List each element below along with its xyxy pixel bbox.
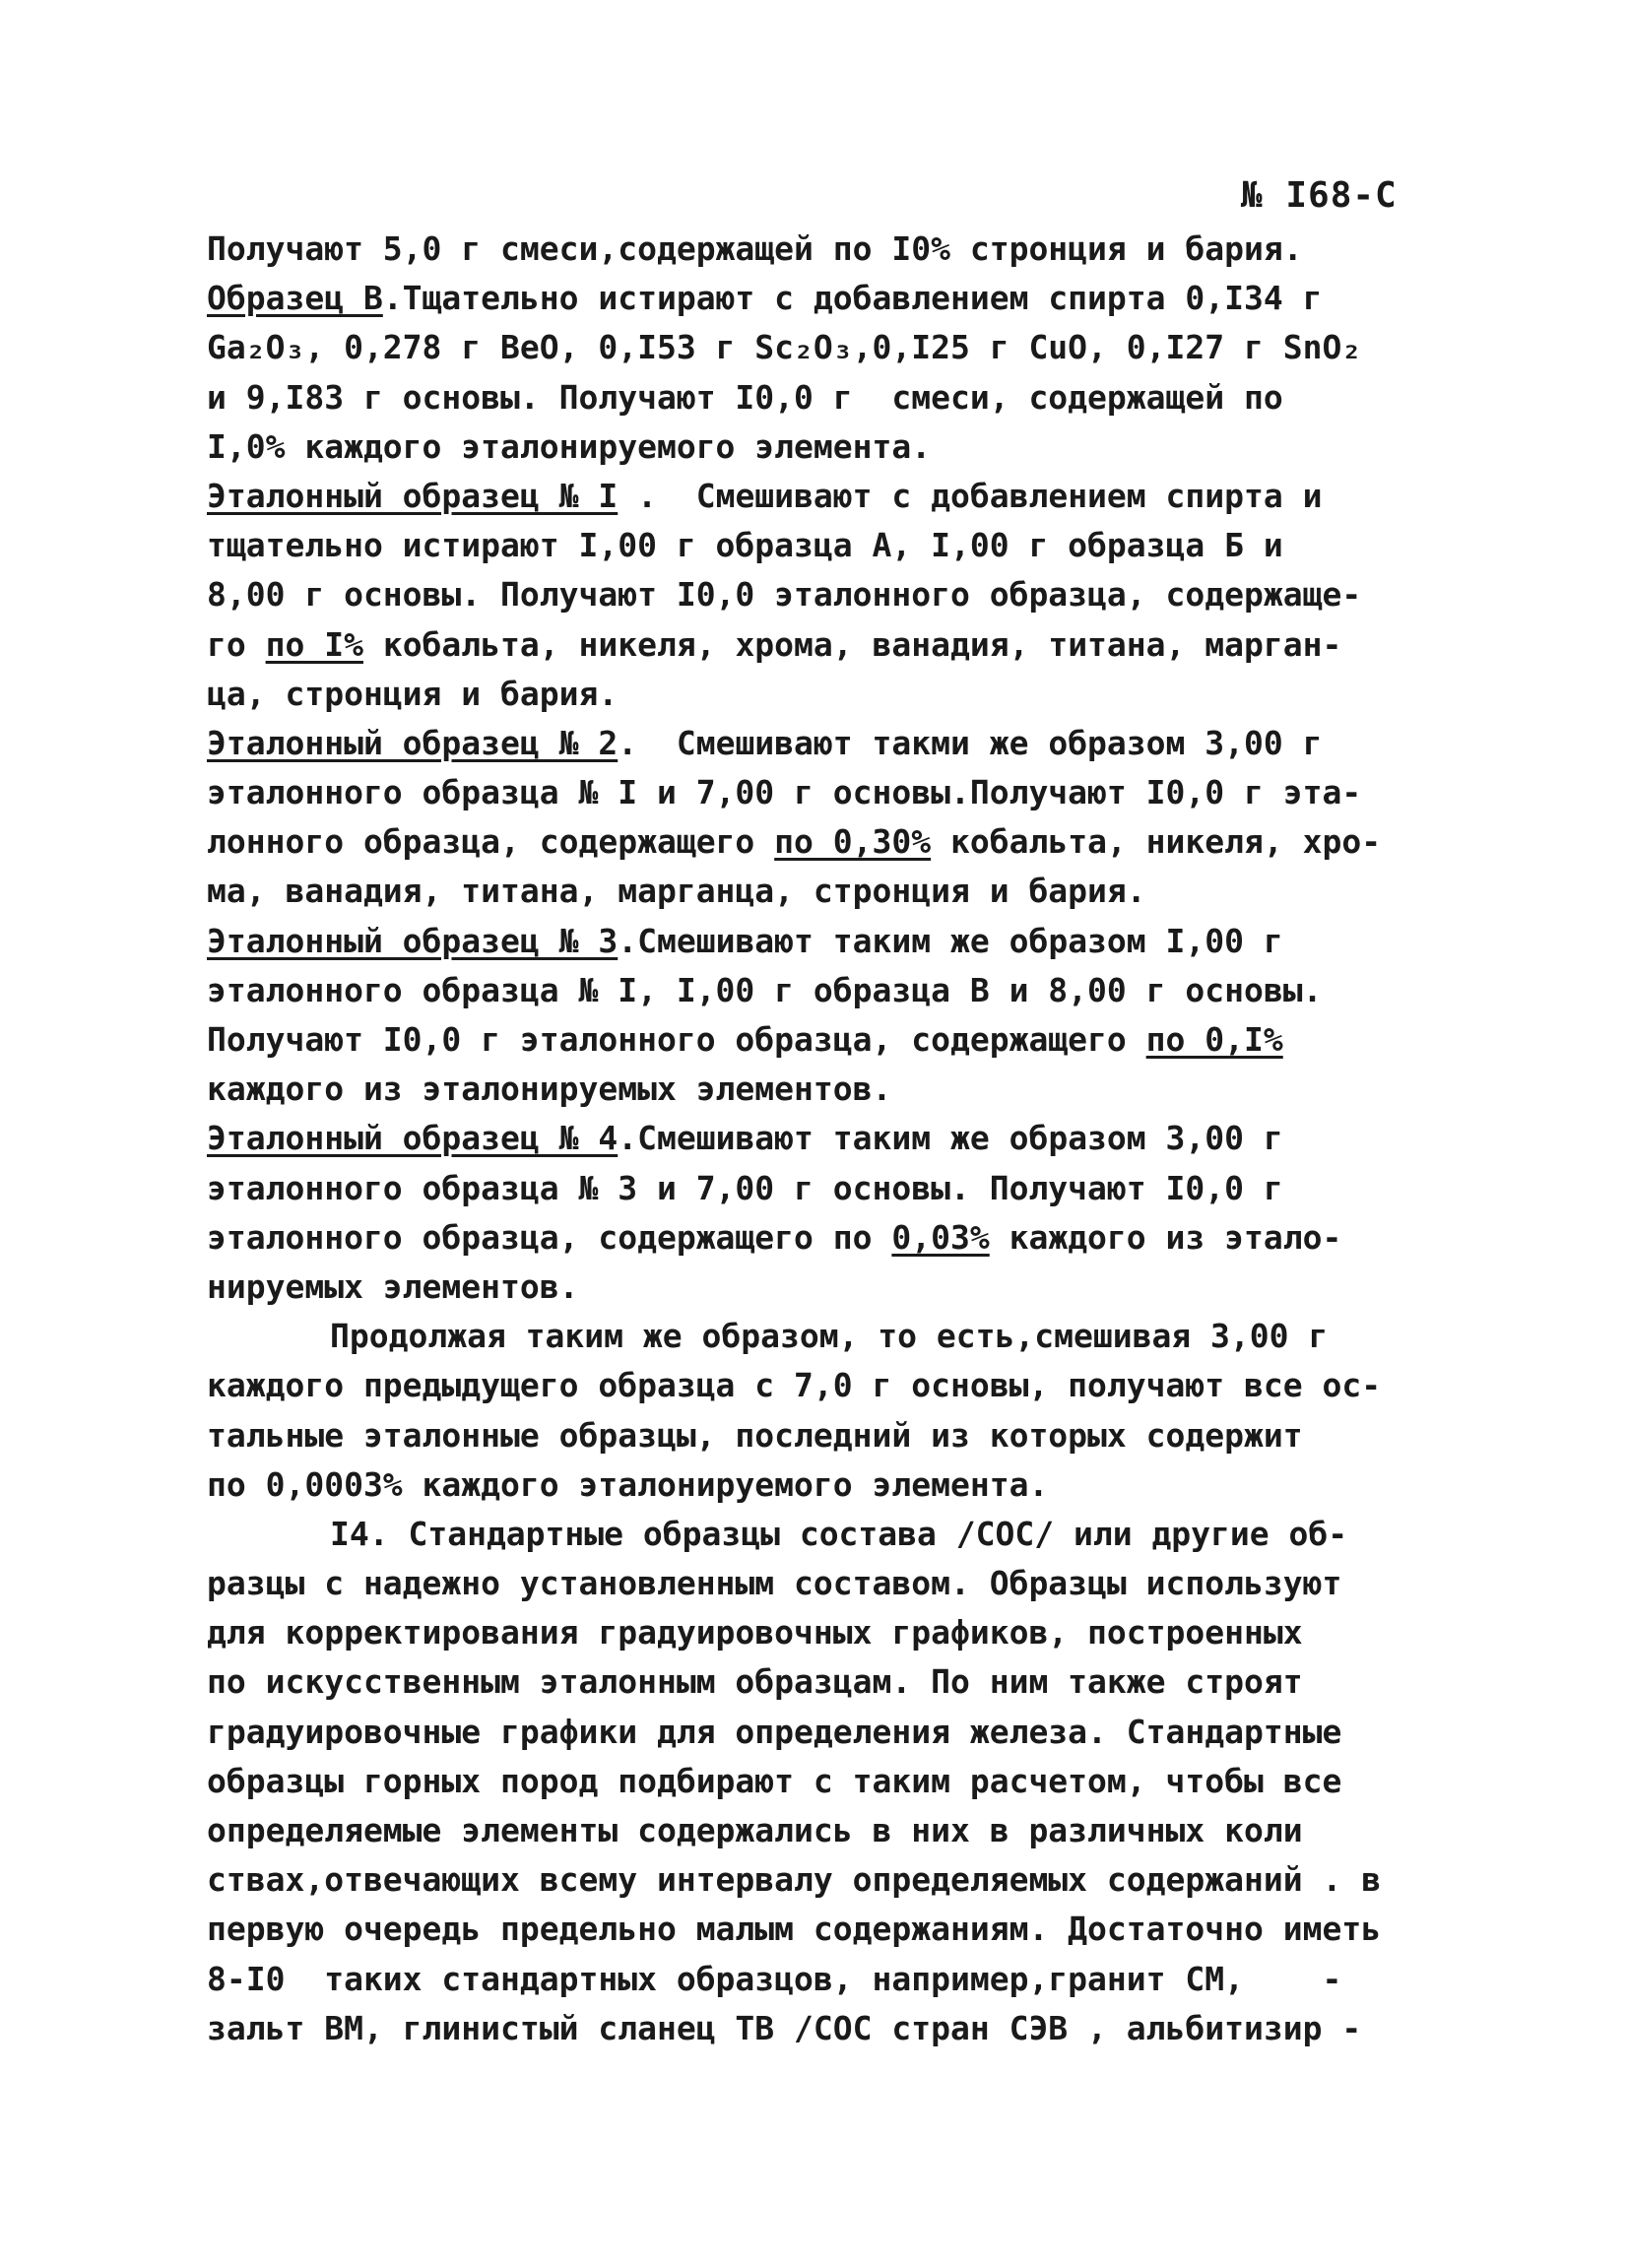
- text-line: [207, 817, 1448, 867]
- text-segment: .Смешивают таким же образом 3,00 г: [618, 1119, 1283, 1158]
- text-line: [207, 1263, 1448, 1312]
- text-segment: по 0,0003% каждого эталонируемого элемента.: [207, 1464, 1049, 1504]
- text-segment: тщательно истирают I,00 г образца А, I,00 г образца Б и: [207, 526, 1283, 565]
- text-line: [207, 1559, 1448, 1608]
- text-line: [207, 1411, 1448, 1460]
- text-segment: эталонного образца № 3 и 7,00 г основы. Получают I0,0 г: [207, 1168, 1283, 1207]
- text-segment: ствах,отвечающих всему интервалу определяемых содержаний . в: [207, 1860, 1382, 1900]
- text-segment: разцы с надежно установленным составом. Образцы используют: [207, 1564, 1342, 1603]
- text-segment: каждого из этало-: [989, 1217, 1342, 1257]
- text-segment: эталонного образца № I, I,00 г образца В и 8,00 г основы.: [207, 970, 1323, 1009]
- underlined-text: Эталонный образец № 2: [207, 723, 619, 762]
- underlined-text: по I%: [265, 624, 363, 664]
- text-line: [207, 2004, 1448, 2053]
- text-segment: Продолжая таким же образом, то есть,смешивая 3,00 г: [330, 1317, 1329, 1356]
- text-segment: зальт ВМ, глинистый сланец ТВ /СОС стран СЭВ , альбитизир -: [207, 2008, 1362, 2047]
- text-line: [207, 373, 1448, 422]
- text-line: [207, 719, 1448, 768]
- text-segment: первую очередь предельно малым содержаниям. Достаточно иметь: [207, 1910, 1382, 1949]
- underlined-text: по 0,30%: [774, 822, 932, 862]
- text-line: [207, 1164, 1448, 1213]
- text-segment: Получают 5,0 г смеси,содержащей по I0% стронция и бария.: [207, 229, 1303, 268]
- text-segment: 8-I0 таких стандартных образцов, например,гранит СМ, -: [207, 1959, 1342, 1998]
- text-line: [207, 1608, 1448, 1657]
- text-line: [207, 1114, 1448, 1163]
- underlined-text: Эталонный образец № 3: [207, 921, 619, 960]
- text-line: [207, 670, 1448, 719]
- text-segment: 8,00 г основы. Получают I0,0 эталонного образца, содержаще-: [207, 575, 1362, 615]
- underlined-text: по 0,I%: [1145, 1020, 1283, 1059]
- text-segment: ма, ванадия, титана, марганца, стронция и бария.: [207, 872, 1146, 911]
- text-segment: I4. Стандартные образцы состава /СОС/ или другие об-: [330, 1514, 1348, 1553]
- text-segment: . Смешивают такми же образом 3,00 г: [618, 723, 1323, 762]
- text-line: [207, 768, 1448, 817]
- text-segment: и 9,I83 г основы. Получают I0,0 г смеси, содержащей по: [207, 377, 1283, 417]
- text-segment: кобальта, никеля, хро-: [931, 822, 1382, 862]
- text-segment: по искусственным эталонным образцам. По ним также строят: [207, 1662, 1303, 1702]
- text-segment: I,0% каждого эталонируемого элемента.: [207, 426, 932, 466]
- text-line: [207, 274, 1448, 323]
- text-line: [207, 1015, 1448, 1065]
- text-segment: каждого предыдущего образца с 7,0 г основы, получают все ос-: [207, 1366, 1382, 1405]
- text-segment: ца, стронция и бария.: [207, 674, 619, 713]
- text-segment: .Смешивают таким же образом I,00 г: [618, 921, 1283, 960]
- text-line: [207, 917, 1448, 966]
- text-line: [207, 323, 1448, 372]
- text-segment: эталонного образца, содержащего по: [207, 1217, 892, 1257]
- text-line: [207, 620, 1448, 670]
- text-line: [207, 1213, 1448, 1263]
- underlined-text: Образец В: [207, 279, 383, 318]
- text-line: [207, 1855, 1448, 1905]
- text-line: [207, 867, 1448, 916]
- text-line: [207, 521, 1448, 570]
- text-line: [207, 1460, 1448, 1510]
- text-line: [207, 1312, 1448, 1361]
- text-segment: Ga₂O₃, 0,278 г BeO, 0,I53 г Sc₂O₃,0,I25 г CuO, 0,I27 г SnO₂: [207, 328, 1362, 367]
- page-number: № I68-С: [1241, 175, 1398, 216]
- text-segment: Получают I0,0 г эталонного образца, содержащего: [207, 1020, 1146, 1059]
- text-line: [207, 225, 1448, 274]
- text-line: [207, 570, 1448, 619]
- text-line: [207, 1905, 1448, 1954]
- text-segment: каждого из эталонируемых элементов.: [207, 1069, 892, 1109]
- text-segment: образцы горных пород подбирают с таким расчетом, чтобы все: [207, 1761, 1342, 1800]
- text-line: [207, 966, 1448, 1015]
- text-segment: кобальта, никеля, хрома, ванадия, титана, марган-: [362, 624, 1342, 664]
- underlined-text: 0,03%: [891, 1217, 990, 1257]
- text-segment: эталонного образца № I и 7,00 г основы.Получают I0,0 г эта-: [207, 773, 1362, 812]
- text-segment: для корректирования градуировочных графиков, построенных: [207, 1613, 1303, 1652]
- text-segment: градуировочные графики для определения железа. Стандартные: [207, 1712, 1342, 1751]
- text-line: [207, 472, 1448, 521]
- text-segment: тальные эталонные образцы, последний из которых содержит: [207, 1415, 1303, 1455]
- text-line: [207, 1657, 1448, 1707]
- body-text: [207, 225, 1448, 2053]
- text-segment: определяемые элементы содержались в них в различных коли: [207, 1811, 1303, 1849]
- text-segment: .Тщательно истирают с добавлением спирта 0,I34 г: [382, 279, 1323, 318]
- text-segment: лонного образца, содержащего: [207, 822, 775, 862]
- text-segment: . Смешивают с добавлением спирта и: [618, 476, 1323, 515]
- text-segment: нируемых элементов.: [207, 1266, 579, 1306]
- text-line: [207, 1361, 1448, 1410]
- text-segment: го: [207, 624, 266, 664]
- text-line: [207, 1806, 1448, 1855]
- text-line: [207, 1955, 1448, 2004]
- underlined-text: Эталонный образец № I: [207, 476, 619, 515]
- text-line: [207, 422, 1448, 472]
- underlined-text: Эталонный образец № 4: [207, 1119, 619, 1158]
- text-line: [207, 1065, 1448, 1114]
- text-line: [207, 1708, 1448, 1757]
- text-line: [207, 1757, 1448, 1806]
- text-line: [207, 1510, 1448, 1559]
